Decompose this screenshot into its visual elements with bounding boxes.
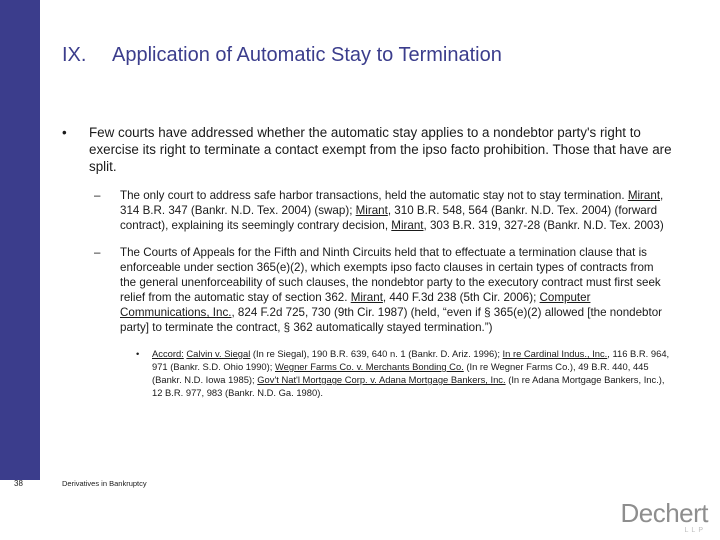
slide-content	[62, 124, 672, 399]
dash-icon: –	[94, 246, 101, 259]
dash-icon: –	[94, 189, 101, 202]
page-number: 38	[14, 479, 23, 488]
left-accent-bar	[0, 0, 40, 540]
case-cite-link: Mirant	[355, 204, 388, 217]
case-cite-link: Computer Communications, Inc.	[120, 291, 591, 319]
sub-bullet-2	[62, 245, 672, 335]
case-cite-link: Mirant	[350, 291, 383, 304]
case-cite-link: In re Cardinal Indus., Inc.	[502, 348, 608, 359]
main-bullet	[62, 124, 672, 175]
bullet-dot-icon: •	[62, 125, 67, 140]
sub-bullet-1-text: The only court to address safe harbor transactions, held the automatic stay not to stay termination. Mirant, 314 B.R. 347 (Bankr. N.D. Tex. 2004) (swap); Mirant, 310 B.R. 548, 564 (Bankr. N.D. Tex. 2004) (forward contract), explaining its seemingly contrary decision, Mirant, 303 B.R. 319, 327-28 (Bankr. N.D. Tex. 2003)	[120, 189, 664, 232]
sub-bullet-2-text: The Courts of Appeals for the Fifth and Ninth Circuits held that to effectuate a termination clause that is enforceable under section 365(e)(2), which exempts ipso facto clauses in certain types of contracts from the general unenforceability of such clauses, the nondebtor party to the executory contract must first seek relief from the automatic stay of section 362. Mirant, 440 F.3d 238 (5th Cir. 2006); Computer Communications, Inc., 824 F.2d 725, 730 (9th Cir. 1987) (held, “even if § 365(e)(2) allowed [the nondebtor party] to terminate the contract, § 362 automatically stayed termination.”)	[120, 246, 663, 334]
subsub-bullet	[62, 347, 672, 399]
sub-bullet-1	[62, 188, 672, 233]
footer-title: Derivatives in Bankruptcy	[62, 479, 147, 488]
case-cite-link: Gov't Nat'l Mortgage Corp. v. Adana Mortgage Bankers, Inc.	[257, 374, 506, 385]
main-bullet-text: Few courts have addressed whether the automatic stay applies to a nondebtor party's right to exercise its right to terminate a contact exempt from the ipso facto prohibition. Those that have are split.	[89, 125, 672, 174]
case-cite-link: Mirant	[627, 189, 661, 202]
case-cite-link: Mirant	[391, 219, 424, 232]
title-text: Application of Automatic Stay to Termination	[112, 44, 502, 66]
logo-llp-text: LLP	[684, 527, 706, 534]
dechert-logo: Dechert	[620, 498, 708, 528]
subsub-bullet-text: Accord: Calvin v. Siegal (In re Siegal), 190 B.R. 639, 640 n. 1 (Bankr. D. Ariz. 1996); In re Cardinal Indus., Inc., 116 B.R. 964, 971 (Bankr. S.D. Ohio 1990); Wegner Farms Co. v. Merchants Bonding Co. (In re Wegner Farms Co.), 49 B.R. 440, 445 (Bankr. N.D. Iowa 1985); Gov't Nat'l Mortgage Corp. v. Adana Mortgage Bankers, Inc. (In re Adana Mortgage Bankers, Inc.), 12 B.R. 977, 983 (Bankr. N.D. Ga. 1980).	[152, 348, 670, 398]
footer-strip	[0, 480, 40, 540]
case-cite-link: Wegner Farms Co. v. Merchants Bonding Co.	[274, 361, 464, 372]
bullet-dot-icon: •	[136, 348, 140, 359]
section-number: IX.	[62, 44, 87, 66]
case-cite-link: Calvin v. Siegal	[186, 348, 251, 359]
slide-title	[62, 44, 502, 67]
